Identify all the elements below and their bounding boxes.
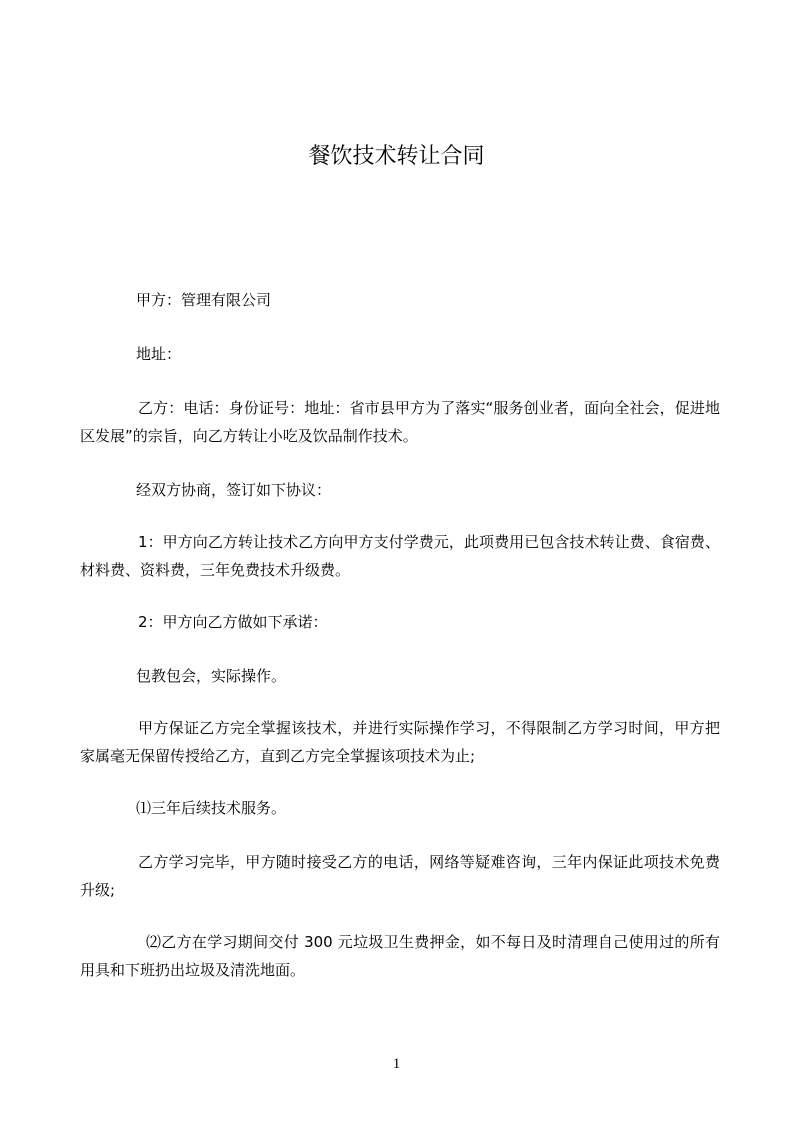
address-line: 地址： bbox=[136, 345, 182, 363]
document-title: 餐饮技术转让合同 bbox=[308, 144, 485, 169]
clause-2-item-2: ⑵乙方在学习期间交付 300 元垃圾卫生费押金，如不每日及时清理自己使用过的所有用具和下班扔出垃圾及清洗地面。 bbox=[80, 933, 720, 979]
agreement-intro: 经双方协商，签订如下协议： bbox=[136, 481, 332, 499]
clause-2: 2：甲方向乙方做如下承诺： bbox=[138, 613, 328, 631]
clause-2-guarantee: 甲方保证乙方完全掌握该技术，并进行实际操作学习，不得限制乙方学习时间，甲方把家属毫无保留传授给乙方，直到乙方完全掌握该项技术为止; bbox=[80, 719, 720, 765]
party-b-paragraph: 乙方：电话：身份证号：地址：省市县甲方为了落实“服务创业者，面向全社会，促进地区发展”的宗旨，向乙方转让小吃及饮品制作技术。 bbox=[80, 399, 720, 445]
page-number: 1 bbox=[392, 1056, 401, 1072]
clause-2-item-1-detail: 乙方学习完毕，甲方随时接受乙方的电话，网络等疑难咨询，三年内保证此项技术免费升级; bbox=[80, 853, 720, 899]
clause-2-item-1: ⑴三年后续技术服务。 bbox=[136, 799, 287, 817]
clause-2-item-teach: 包教包会，实际操作。 bbox=[136, 667, 287, 685]
party-a-line: 甲方：管理有限公司 bbox=[136, 291, 272, 309]
clause-1: 1：甲方向乙方转让技术乙方向甲方支付学费元，此项费用已包含技术转让费、食宿费、材料费、资料费，三年免费技术升级费。 bbox=[80, 533, 720, 579]
